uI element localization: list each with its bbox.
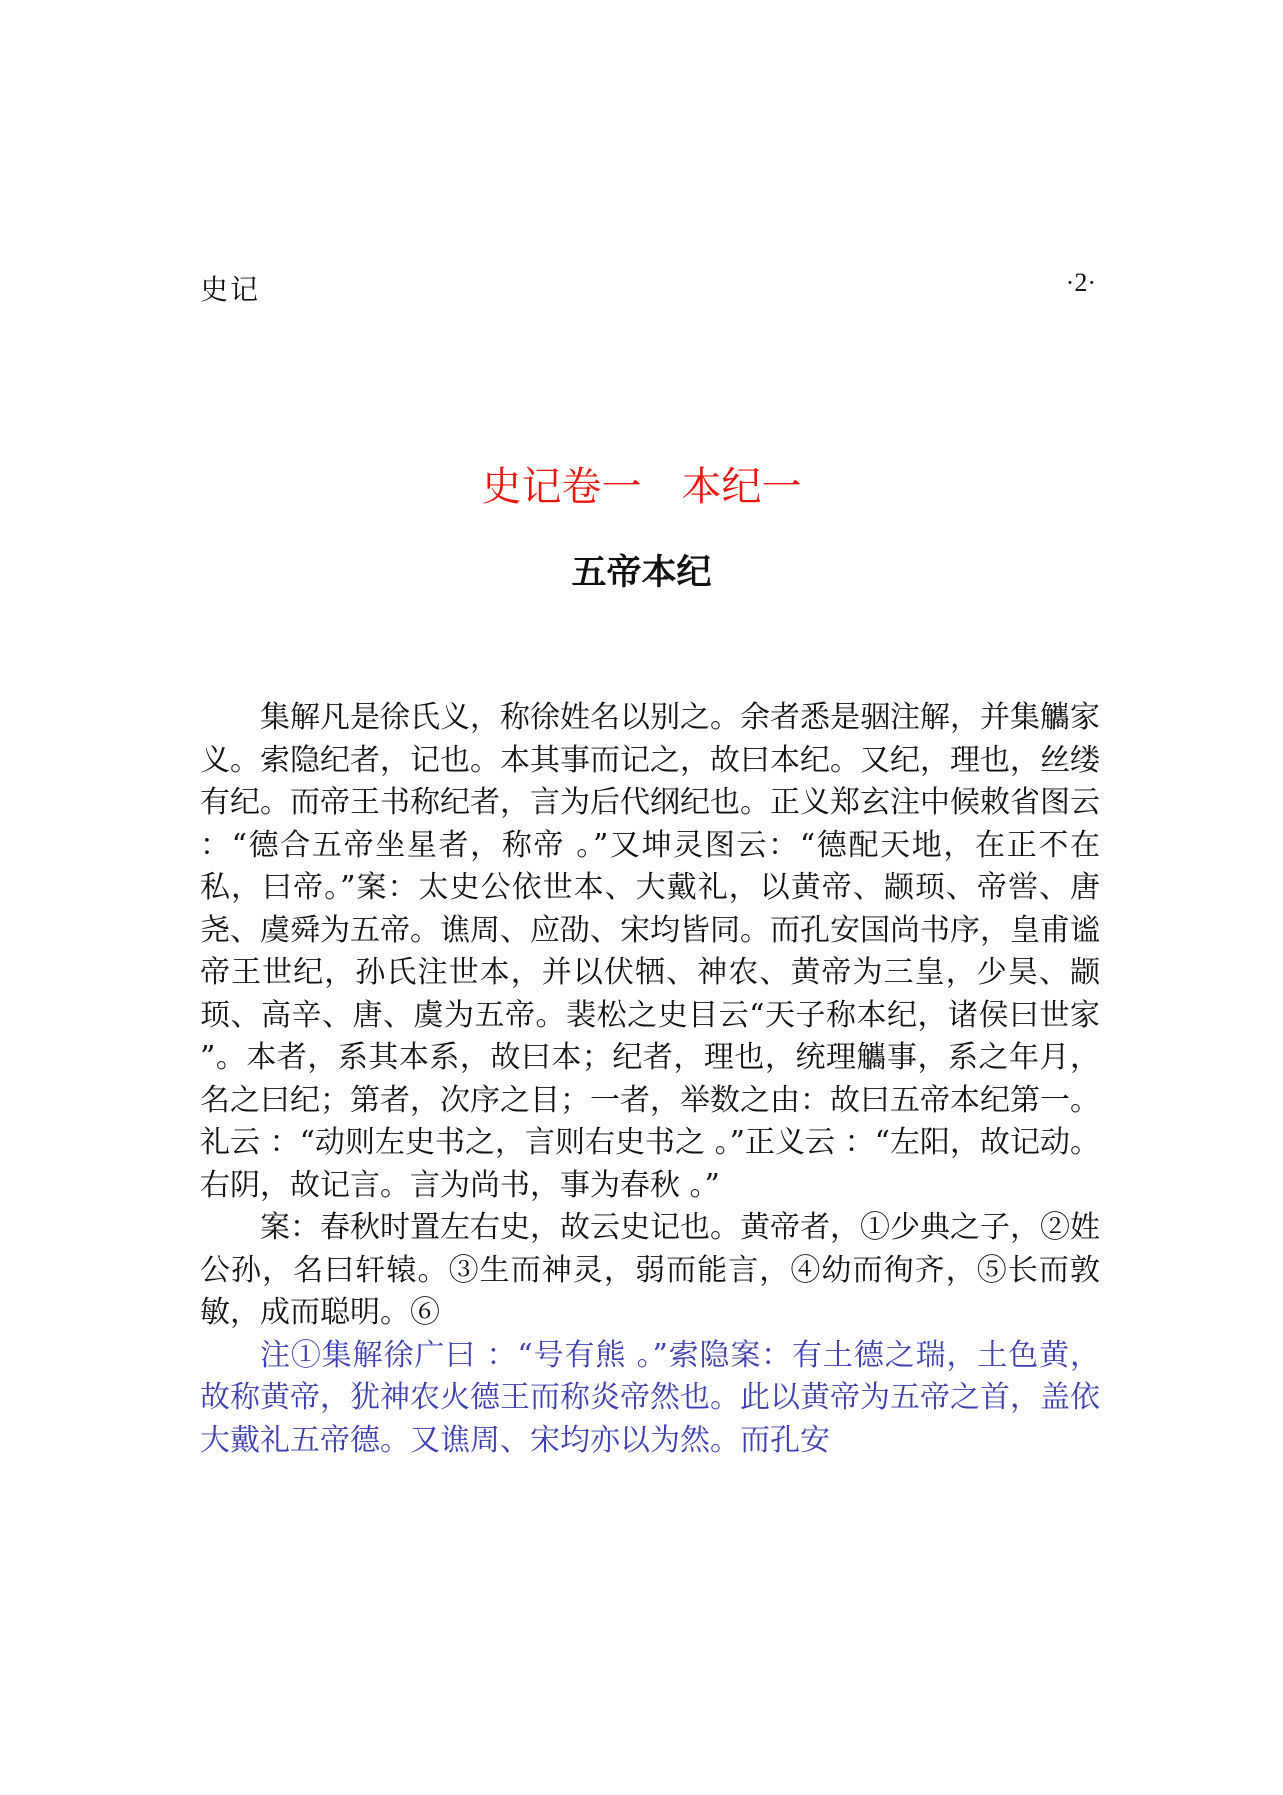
intro-paragraph: 集解凡是徐氏义，称徐姓名以别之。余者悉是骃注解，并集觿家义。索隐纪者，记也。本其事而记之，故曰本纪。又纪，理也，丝缕有纪。而帝王书称纪者，言为后代纲纪也。正义郑玄注中候敕省图云 ：“德合五帝坐星者，称帝 。”又坤灵图云：“德配天地，在正不在私，曰帝。”案：太史公依世本、大戴礼，以黄帝、颛顼、帝喾、唐尧、虞舜为五帝。谯周、应劭、宋均皆同。而孔安国尚书序，皇甫谧帝王世纪，孙氏注世本，并以伏牺、神农、黄帝为三皇，少昊、颛顼、高辛、唐、虞为五帝。裴松之史目云“天子称本纪，诸侯曰世家 ”。本者，系其本系，故曰本；纪者，理也，统理觿事，系之年月，名之曰纪；第者，次序之目；一者，举数之由：故曰五帝本纪第一。礼云 ：“动则左史书之，言则右史书之 。”正义云 ：“左阳，故记动。右阴，故记言。言为尚书，事为春秋 。” bbox=[200, 700, 1110, 1203]
chapter-title: 五帝本纪 bbox=[571, 553, 712, 593]
volume-title: 史记卷一 本纪一 bbox=[481, 464, 802, 510]
running-header bbox=[200, 268, 1096, 308]
annotation-note: 注①集解徐广曰 ：“号有熊 。”索隐案：有土德之瑞，土色黄，故称黄帝，犹神农火德王而称炎帝然也。此以黄帝为五帝之首，盖依大戴礼五帝德。又谯周、宋均亦以为然。而孔安 bbox=[200, 1337, 1100, 1458]
body-text bbox=[200, 697, 1110, 1462]
main-paragraph: 案：春秋时置左右史，故云史记也。黄帝者，①少典之子，②姓公孙，名曰轩辕。③生而神灵，弱而能言，④幼而徇齐，⑤长而敦敏，成而聪明。⑥ bbox=[200, 1210, 1100, 1330]
header-title: 史记 bbox=[200, 273, 261, 306]
page-number: ·2· bbox=[1065, 268, 1096, 297]
